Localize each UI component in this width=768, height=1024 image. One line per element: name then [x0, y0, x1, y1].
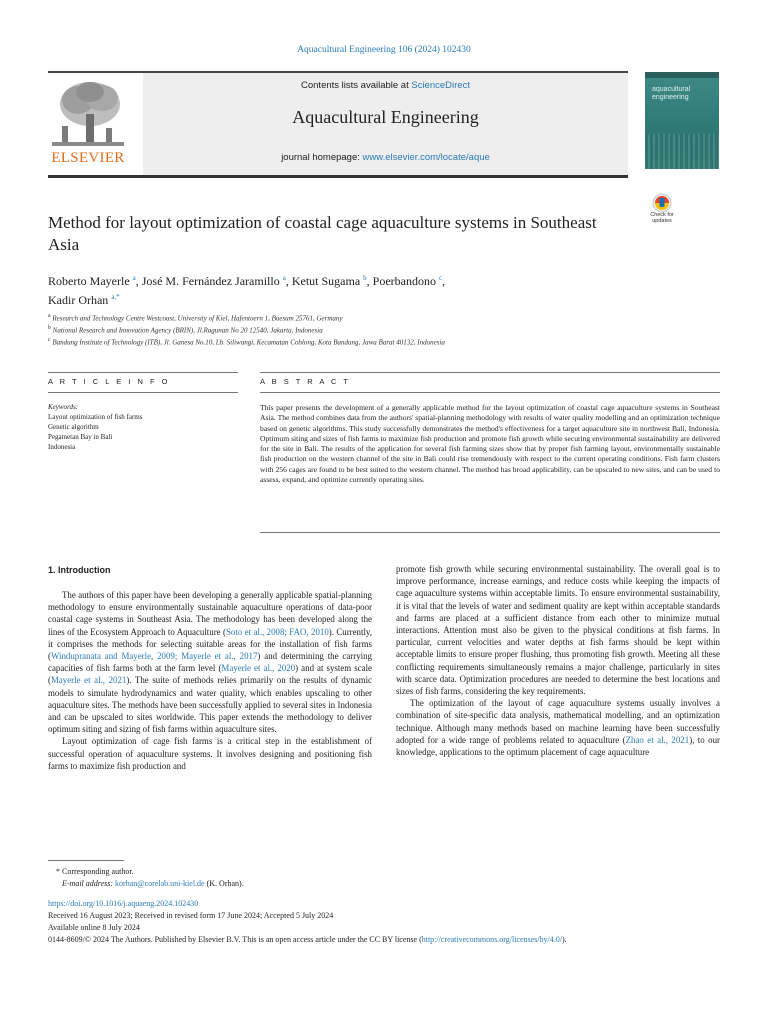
- contents-line: [143, 80, 628, 91]
- email-link[interactable]: korhan@corelab.uni-kiel.de: [115, 879, 205, 888]
- intro-paragraph-3: The optimization of the layout of cage aquaculture systems usually involves a combination of site-specific data analysis, mathematical modelling, and an optimization technique. Although many methods based on machine learning have been successfully adopted for a wide range of problems related to aquaculture (Zhao et al., 2021), to our knowledge, applications to the optimum placement of cage aquaculture: [396, 698, 720, 758]
- footnotes: [48, 866, 728, 890]
- citation-link[interactable]: Mayerle et al., 2020: [221, 663, 296, 674]
- intro-paragraph-2: Layout optimization of cage fish farms is a critical step in the establishment of successful operation of aquaculture systems. It involves designing and positioning fish farms to maximize fish production and: [48, 736, 372, 771]
- keywords-list: [48, 412, 142, 452]
- email-label: E-mail address:: [62, 879, 116, 888]
- corresponding-author-note: * Corresponding author.: [56, 867, 134, 876]
- author-1[interactable]: Roberto Mayerle $^a$: [48, 274, 136, 288]
- intro-paragraph-1: The authors of this paper have been developing a generally applicable spatial-planning methodology to ensure environmentally sustainable aquaculture operations of data-poor coastal cage systems in Southeast Asia. The methodology has been developed along the lines of the Ecosystem Approach to Aquaculture (Soto et al., 2008; FAO, 2010). Currently, it comprises the methods for selecting suitable areas for the installation of fish farms (Windupranata and Mayerle, 2009; Mayerle et al., 2017) and determining the carrying capacities of fish farms both at the farm level (Mayerle et al., 2020) and at system scale (Mayerle et al., 2021). The suite of methods relies primarily on the results of dynamic models to simulate hydrodynamics and water quality, which enables upscaling to other aquaculture sites. The methods have been successfully applied to several sites in Indonesia and can be upscaled to sites worldwide. This paper extends the methodology to deliver optimum siting and sizing of fish farms within aquaculture sites.: [48, 590, 372, 735]
- cover-title: [652, 86, 690, 102]
- author-4[interactable]: Poerbandono $^c$: [372, 274, 443, 288]
- doi-link[interactable]: https://doi.org/10.1016/j.aquaeng.2024.102430: [48, 899, 199, 908]
- homepage-link[interactable]: www.elsevier.com/locate/aque: [362, 152, 490, 163]
- elsevier-tree-logo-icon[interactable]: [48, 78, 128, 150]
- elsevier-wordmark: ELSEVIER: [51, 150, 125, 166]
- abstract-text: This paper presents the development of a generally applicable method for the layout optimization of coastal cage aquaculture systems in Southeast Asia. The method combines data from the authors' spatial-planning methodology with results of water quality modelling and an optimization technique based on genetic algorithms. This study successfully demonstrates the method's effectiveness for a target aquaculture site in northwest Bali, Indonesia. Optimum siting and sizes of fish farms to maximize fish production and promote fish growth while securing environmental sustainability are delivered for the site in Bali. The results of the application for several fish farming sizes show that by proper fish farming layout, environmentally sustainable fish production on the western channel of the site in Bali could rise tremendously with respect to the current operating conditions. Fish farm clusters with 256 cages are found to be best suited to the western channel. The method has broad applicability, can be upscaled to new sites, and can be used to assess, expand, and optimize currently operating sites.: [260, 403, 720, 485]
- license-line: 0144-8609/© 2024 The Authors. Published by Elsevier B.V. This is an open access article under the CC BY license (http://creativecommons.org/licenses/by/4.0/).: [48, 935, 567, 944]
- citation-link[interactable]: Soto et al., 2008; FAO, 2010: [225, 626, 329, 637]
- affiliation-b: $^b$ National Research and Innovation Agency (BRIN), Jl.Ragunan No 20 12540, Jakarta, Indonesia: [48, 325, 323, 335]
- keyword-item: Pegametan Bay in Bali: [48, 433, 113, 441]
- citation-link[interactable]: Windupranata and Mayerle, 2009; Mayerle et al., 2017: [50, 651, 258, 662]
- abstract-rule-top: [260, 372, 720, 373]
- article-info-rule-mid: [48, 392, 238, 393]
- keyword-item: Indonesia: [48, 443, 76, 451]
- author-3[interactable]: Ketut Sugama $^b$: [291, 274, 367, 288]
- footnote-rule: [48, 860, 124, 861]
- affiliation-a: $^a$ Research and Technology Centre Westcoast, University of Kiel, Hafentoern 1, Buesum 25761, Germany: [48, 313, 343, 323]
- introduction-heading: 1. Introduction: [48, 565, 111, 575]
- article-info-heading: A R T I C L E I N F O: [48, 377, 170, 386]
- cover-top-band: [645, 72, 719, 78]
- author-list: Roberto Mayerle $^a$, José M. Fernández Jaramillo $^a$, Ketut Sugama $^b$, Poerbandono $^c$, Kadir Orhan $^{a,*}$: [48, 274, 446, 307]
- citation-link[interactable]: Zhao et al., 2021: [625, 734, 690, 745]
- received-dates: Received 16 August 2023; Received in revised form 17 June 2024; Accepted 5 July 2024: [48, 911, 334, 920]
- publication-info: [48, 898, 738, 946]
- cover-image: [645, 134, 719, 169]
- email-line: E-mail address: korhan@corelab.uni-kiel.de (K. Orhan).: [62, 879, 244, 888]
- available-online: Available online 8 July 2024: [48, 923, 140, 932]
- license-link[interactable]: http://creativecommons.org/licenses/by/4.0/: [421, 935, 563, 944]
- article-info-rule-top: [48, 372, 238, 373]
- check-for-updates-label[interactable]: Check for updates: [650, 212, 674, 224]
- journal-reference[interactable]: Aquacultural Engineering 106 (2024) 102430: [297, 45, 471, 55]
- abstract-heading: A B S T R A C T: [260, 377, 351, 386]
- keyword-item: Layout optimization of fish farms: [48, 413, 143, 421]
- intro-paragraph-2-cont: promote fish growth while securing environmental sustainability. The overall goal is to improve performance, increase earnings, and reduce costs while keeping the impacts of cage aquaculture systems within acceptable limits. To ensure environmental sustainability, it is vital that the levels of water and sediment quality are kept within acceptable standards and farms are placed at a sufficient distance from each other to minimize mutual interactions. Attention must also be given to the physical conditions at fish farms. In particular, current velocities and water depths at fish farms should be kept within acceptable limits to ensure proper flushing, thus promoting fish growth. Meeting all these conflicting requirements simultaneously remains a major challenge, particularly in sites with scarce data. Optimization procedures are needed to determine the best locations and sizes of fish farms, considering the key requirements.: [396, 564, 720, 697]
- homepage-line: [143, 152, 628, 163]
- keyword-item: Genetic algorithm: [48, 423, 99, 431]
- contents-prefix: Contents lists available at: [301, 80, 412, 91]
- article-title: Method for layout optimization of coastal cage aquaculture systems in Southeast Asia: [48, 213, 597, 254]
- affiliation-c: $^c$ Bandung Institute of Technology (ITB), Jl. Ganesa No.10, Lb. Siliwangi, Kecamatan Coblong, Kota Bandung, Jawa Barat 40132, Indonesia: [48, 337, 445, 347]
- keywords-label: Keywords:: [48, 403, 79, 411]
- abstract-rule-mid: [260, 392, 720, 393]
- header-rule-bottom: [48, 175, 628, 178]
- right-column: [396, 563, 720, 758]
- journal-title: Aquacultural Engineering: [292, 107, 479, 127]
- left-column: [48, 589, 372, 772]
- sciencedirect-link[interactable]: ScienceDirect: [411, 80, 470, 91]
- cover-title-line-1: aquacultural: [652, 86, 691, 93]
- author-5[interactable]: Kadir Orhan $^{a,*}$: [48, 293, 120, 307]
- homepage-prefix: journal homepage:: [281, 152, 363, 163]
- author-2[interactable]: José M. Fernández Jaramillo $^a$: [141, 274, 286, 288]
- abstract-rule-bottom: [260, 532, 720, 533]
- cover-title-line-2: engineering: [652, 94, 689, 101]
- journal-cover-thumbnail[interactable]: [645, 72, 719, 169]
- citation-link[interactable]: Mayerle et al., 2021: [50, 675, 127, 686]
